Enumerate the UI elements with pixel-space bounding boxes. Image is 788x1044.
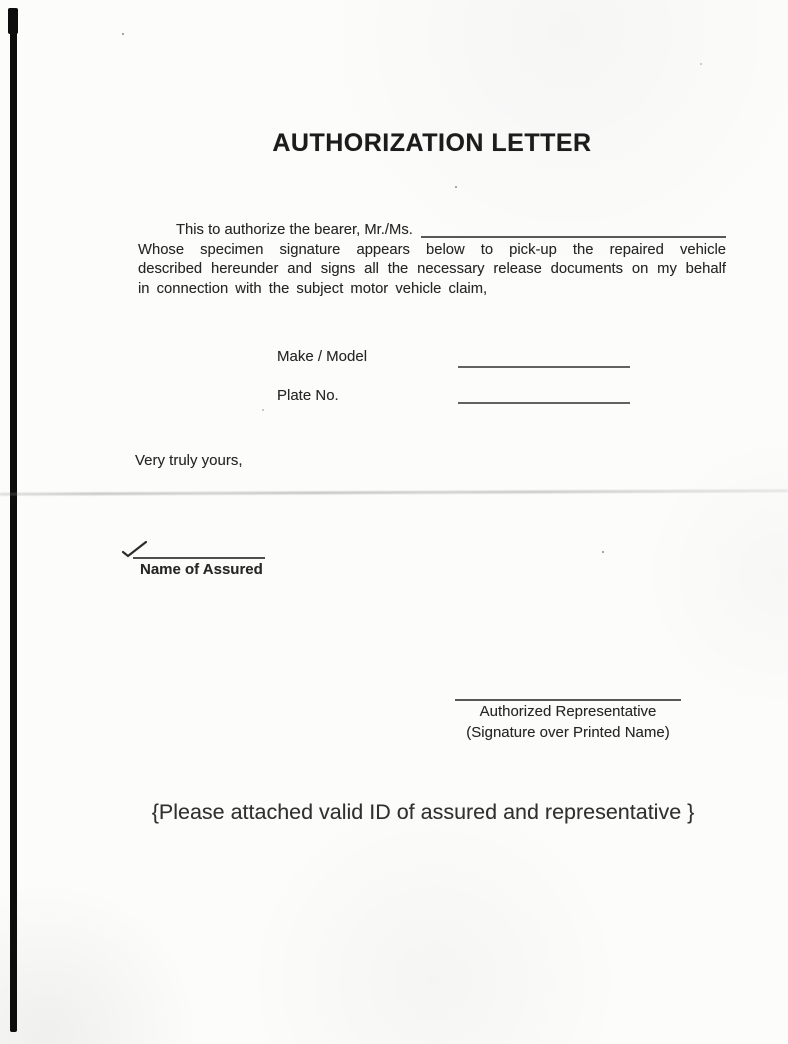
- assured-signature-caption: Name of Assured: [140, 561, 263, 578]
- bearer-name-blank-line: [421, 236, 726, 238]
- plate-no-label: Plate No.: [277, 387, 339, 404]
- scan-edge-bar-cap: [8, 8, 18, 34]
- scan-speck: [262, 409, 264, 411]
- scan-speck: [700, 63, 702, 65]
- scan-edge-bar: [10, 8, 17, 1032]
- closing-salutation: Very truly yours,: [135, 452, 243, 469]
- intro-paragraph: [138, 221, 726, 299]
- page-title: AUTHORIZATION LETTER: [272, 129, 592, 157]
- scan-speck: [602, 551, 604, 553]
- make-model-blank-line: [458, 350, 630, 368]
- assured-signature-line: [133, 543, 265, 559]
- paper-fold-crease: [0, 489, 788, 495]
- intro-line-3: described hereunder and signs all the necessary release documents on my behalf: [138, 261, 726, 277]
- attachment-note: {Please attached valid ID of assured and representative }: [151, 800, 695, 824]
- representative-signature-block: [452, 684, 684, 743]
- representative-caption-1: Authorized Representative: [479, 703, 657, 720]
- representative-caption-2: (Signature over Printed Name): [466, 724, 670, 741]
- scan-speck: [455, 186, 457, 188]
- intro-line-4: in connection with the subject motor vehicle claim,: [138, 280, 488, 297]
- intro-line-2: Whose specimen signature appears below to pick-up the repaired vehicle: [138, 241, 726, 258]
- intro-line-1-text: This to authorize the bearer, Mr./Ms.: [176, 222, 413, 238]
- representative-signature-line: [455, 684, 681, 701]
- make-model-label: Make / Model: [277, 348, 368, 365]
- plate-no-blank-line: [458, 388, 630, 404]
- scan-speck: [122, 33, 124, 35]
- intro-line-1: [138, 221, 726, 241]
